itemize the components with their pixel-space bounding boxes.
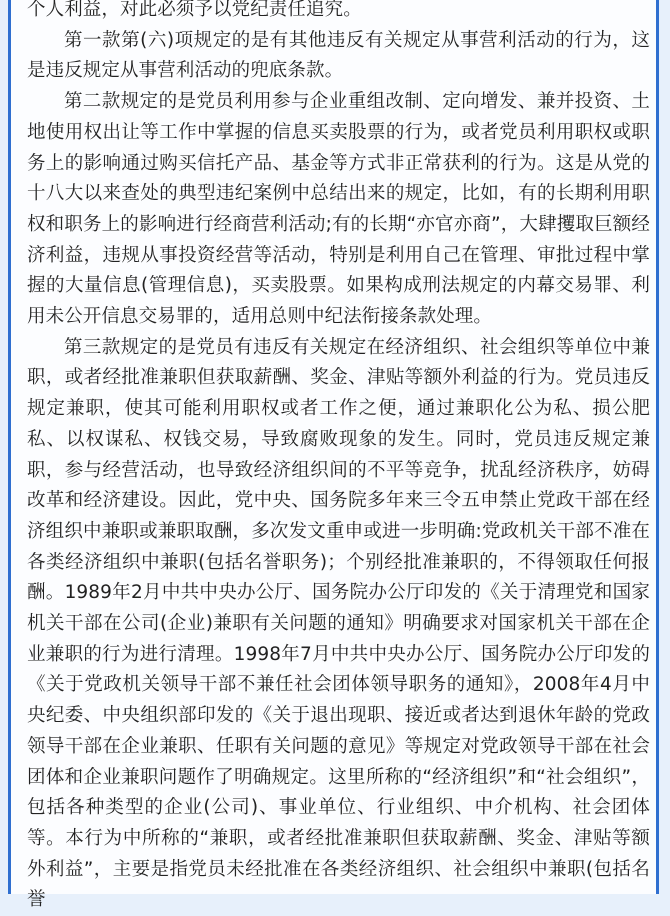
paragraph-third-clause: 第三款规定的是党员有违反有关规定在经济组织、社会组织等单位中兼职，或者经批准兼职但获取薪酬、奖金、津贴等额外利益的行为。党员违反规定兼职，使其可能利用职权或者工作之便，通过兼职化公为私、损公肥私、以权谋私、权钱交易，导致腐败现象的发生。同时，党员违反规定兼职，参与经营活动，也导致经济组织间的不平等竞争，扰乱经济秩序，妨碍改革和经济建设。因此，党中央、国务院多年来三令五申禁止党政干部在经济组织中兼职或兼职取酬，多次发文重申或进一步明确:党政机关干部不准在各类经济组织中兼职(包括名誉职务)；个别经批准兼职的，不得领取任何报酬。1989年2月中共中央办公厅、国务院办公厅印发的《关于清理党和国家机关干部在公司(企业)兼职有关问题的通知》明确要求对国家机关干部在企业兼职的行为进行清理。1998年7月中共中央办公厅、国务院办公厅印发的《关于党政机关领导干部不兼任社会团体领导职务的通知》，2008年4月中央纪委、中央组织部印发的《关于退出现职、接近或者达到退休年龄的党政领导干部在企业兼职、任职有关问题的意见》等规定对党政领导干部在社会团体和企业兼职问题作了明确规定。这里所称的“经济组织”和“社会组织”，包括各种类型的企业(公司)、事业单位、行业组织、中介机构、社会团体等。本行为中所称的“兼职，或者经批准兼职但获取薪酬、奖金、津贴等额外利益”，主要是指党员未经批准在各类经济组织、社会组织中兼职(包括名誉 (27, 336, 650, 911)
article-body (27, 0, 650, 916)
paragraph-continued: 个人利益，对此必须予以党纪责任追究。 (27, 0, 362, 20)
paragraph-clause-six: 第一款第(六)项规定的是有其他违反有关规定从事营利活动的行为，这是违反规定从事营利活动的兜底条款。 (27, 29, 650, 82)
paragraph-second-clause: 第二款规定的是党员利用参与企业重组改制、定向增发、兼并投资、土地使用权出让等工作中掌握的信息买卖股票的行为，或者党员利用职权或职务上的影响通过购买信托产品、基金等方式非正常获利的行为。这是从党的十八大以来查处的典型违纪案例中总结出来的规定，比如，有的长期利用职权和职务上的影响进行经商营利活动;有的长期“亦官亦商”，大肆攫取巨额经济利益，违规从事投资经营等活动，特别是利用自己在管理、审批过程中掌握的大量信息(管理信息)，买卖股票。如果构成刑法规定的内幕交易罪、利用未公开信息交易罪的，适用总则中纪法衔接条款处理。 (27, 91, 650, 328)
